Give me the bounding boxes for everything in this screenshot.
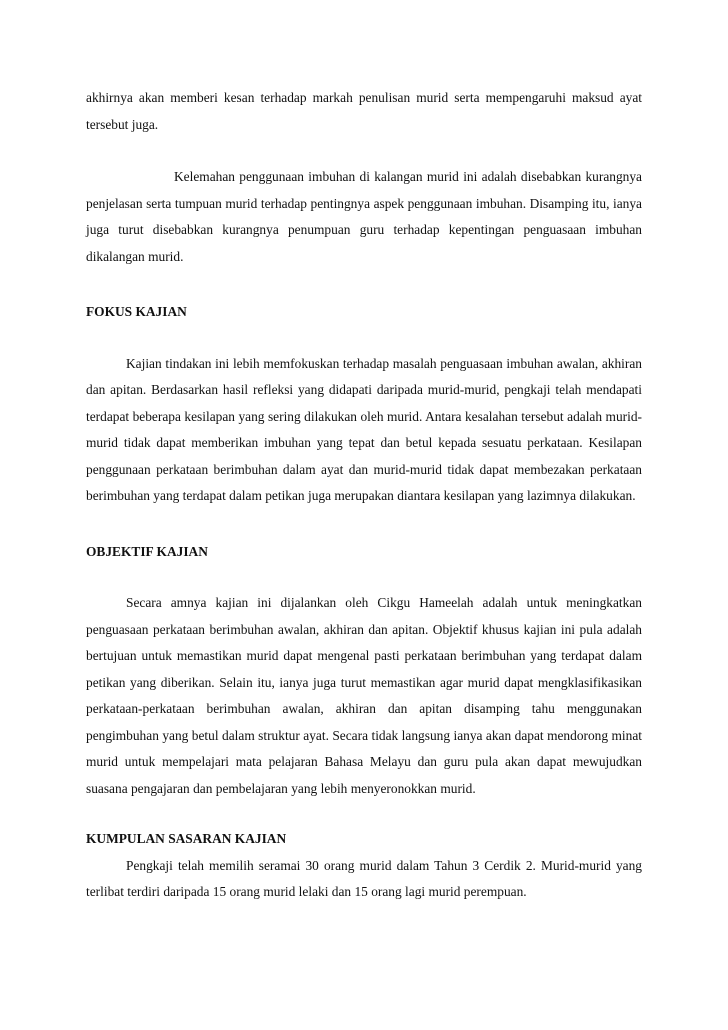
paragraph-kelemahan: Kelemahan penggunaan imbuhan di kalangan murid ini adalah disebabkan kurangnya penjelasan serta tumpuan murid terhadap pentingnya aspek penggunaan imbuhan. Disamping itu, ianya juga turut disebabkan kurangnya penumpuan guru terhadap kepentingan penguasaan imbuhan dikalangan murid. [86, 169, 642, 264]
paragraph-fokus-kajian: Kajian tindakan ini lebih memfokuskan terhadap masalah penguasaan imbuhan awalan, akhiran dan apitan. Berdasarkan hasil refleksi yang didapati daripada murid-murid, pengkaji telah mendapati terdapat beberapa kesilapan yang sering dilakukan oleh murid. Antara kesalahan tersebut adalah murid-murid tidak dapat memberikan imbuhan yang tepat dan betul kepada sesuatu perkataan. Kesilapan penggunaan perkataan berimbuhan dalam ayat dan murid-murid tidak dapat membezakan perkataan berimbuhan yang terdapat dalam petikan juga merupakan diantara kesilapan yang lazimnya dilakukan. [86, 355, 642, 503]
document-page [86, 85, 642, 906]
heading-objektif-kajian: OBJEKTIF KAJIAN [86, 543, 208, 559]
paragraph-kumpulan-sasaran: Pengkaji telah memilih seramai 30 orang murid dalam Tahun 3 Cerdik 2. Murid-murid yang terlibat terdiri daripada 15 orang murid lelaki dan 15 orang lagi murid perempuan. [86, 857, 642, 899]
paragraph-intro-continuation: akhirnya akan memberi kesan terhadap markah penulisan murid serta mempengaruhi maksud ayat tersebut juga. [86, 90, 642, 132]
heading-kumpulan-sasaran: KUMPULAN SASARAN KAJIAN [86, 831, 287, 846]
paragraph-objektif-kajian: Secara amnya kajian ini dijalankan oleh Cikgu Hameelah adalah untuk meningkatkan penguasaan perkataan berimbuhan awalan, akhiran dan apitan. Objektif khusus kajian ini pula adalah bertujuan untuk memastikan murid dapat mengenal pasti perkataan berimbuhan yang terdapat dalam petikan yang diberikan. Selain itu, ianya juga turut memastikan agar murid dapat mengklasifikasikan perkataan-perkataan berimbuhan awalan, akhiran dan apitan disamping tahu menggunakan pengimbuhan yang betul dalam struktur ayat. Secara tidak langsung ianya akan dapat mendorong minat murid untuk mempelajari mata pelajaran Bahasa Melayu dan guru pula akan dapat mewujudkan suasana pengajaran dan pembelajaran yang lebih menyeronokkan murid. [86, 595, 642, 796]
heading-fokus-kajian: FOKUS KAJIAN [86, 304, 187, 319]
